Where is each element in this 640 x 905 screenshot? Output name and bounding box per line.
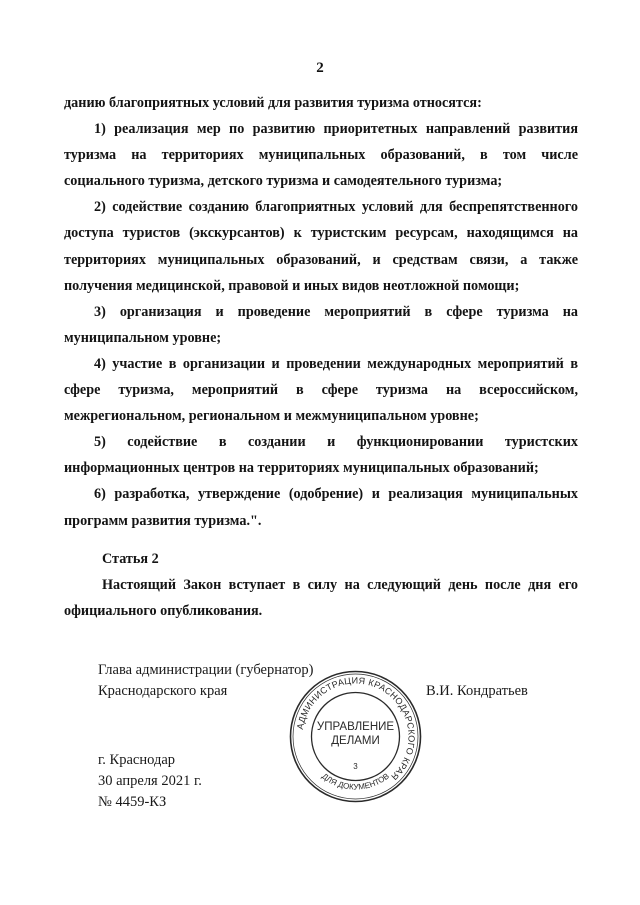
stamp-center-line-1: УПРАВЛЕНИЕ	[316, 721, 395, 733]
signatory-name: В.И. Кондратьев	[426, 683, 528, 699]
document-body	[64, 90, 578, 534]
article-text: Настоящий Закон вступает в силу на следующий день после дня его официального опубликования.	[64, 577, 578, 619]
list-item-6: 6) разработка, утверждение (одобрение) и реализация муниципальных программ развития туризма.".	[64, 486, 578, 529]
list-item-5: 5) содействие в создании и функционировании туристских информационных центров на территориях муниципальных образований;	[64, 434, 578, 477]
list-item-2: 2) содействие созданию благоприятных условий для беспрепятственного доступа туристов (экскурсантов) к туристским ресурсам, находящимся на территориях муниципальных образований, и средствам связи, а также получения медицинской, правовой и иных видов неотложной помощи;	[64, 199, 578, 294]
stamp-outer-text: АДМИНИСТРАЦИЯ КРАСНОДАРСКОГО КРАЯ	[294, 675, 417, 783]
stamp-bottom-text: ДЛЯ ДОКУМЕНТОВ	[320, 771, 391, 792]
stamp-center-number: 3	[353, 762, 358, 771]
law-number: № 4459-КЗ	[98, 794, 167, 810]
issue-city: г. Краснодар	[98, 752, 176, 768]
list-item-3: 3) организация и проведение мероприятий в сфере туризма на муниципальном уровне;	[64, 303, 578, 346]
issue-date: 30 апреля 2021 г.	[98, 773, 202, 789]
signatory-role	[98, 660, 314, 702]
list-item-1: 1) реализация мер по развитию приоритетных направлений развития туризма на территориях муниципальных образований, в том числе социального туризма, детского туризма и самодеятельного туризма;	[64, 121, 578, 190]
document-details	[98, 750, 202, 813]
list-item-4: 4) участие в организации и проведении международных мероприятий в сфере туризма, мероприятий в сфере туризма на всероссийском, межрегиональном, региональном и межмуниципальном уровне;	[64, 355, 578, 425]
paragraph-continuation: данию благоприятных условий для развития туризма относятся:	[64, 95, 482, 111]
page-number: 2	[316, 60, 324, 76]
article-title: Статья 2	[102, 551, 159, 567]
role-line-2: Краснодарского края	[98, 683, 228, 699]
stamp-center-line-2: ДЕЛАМИ	[331, 735, 380, 747]
role-line-1: Глава администрации (губернатор)	[98, 662, 314, 678]
official-stamp	[288, 669, 423, 804]
